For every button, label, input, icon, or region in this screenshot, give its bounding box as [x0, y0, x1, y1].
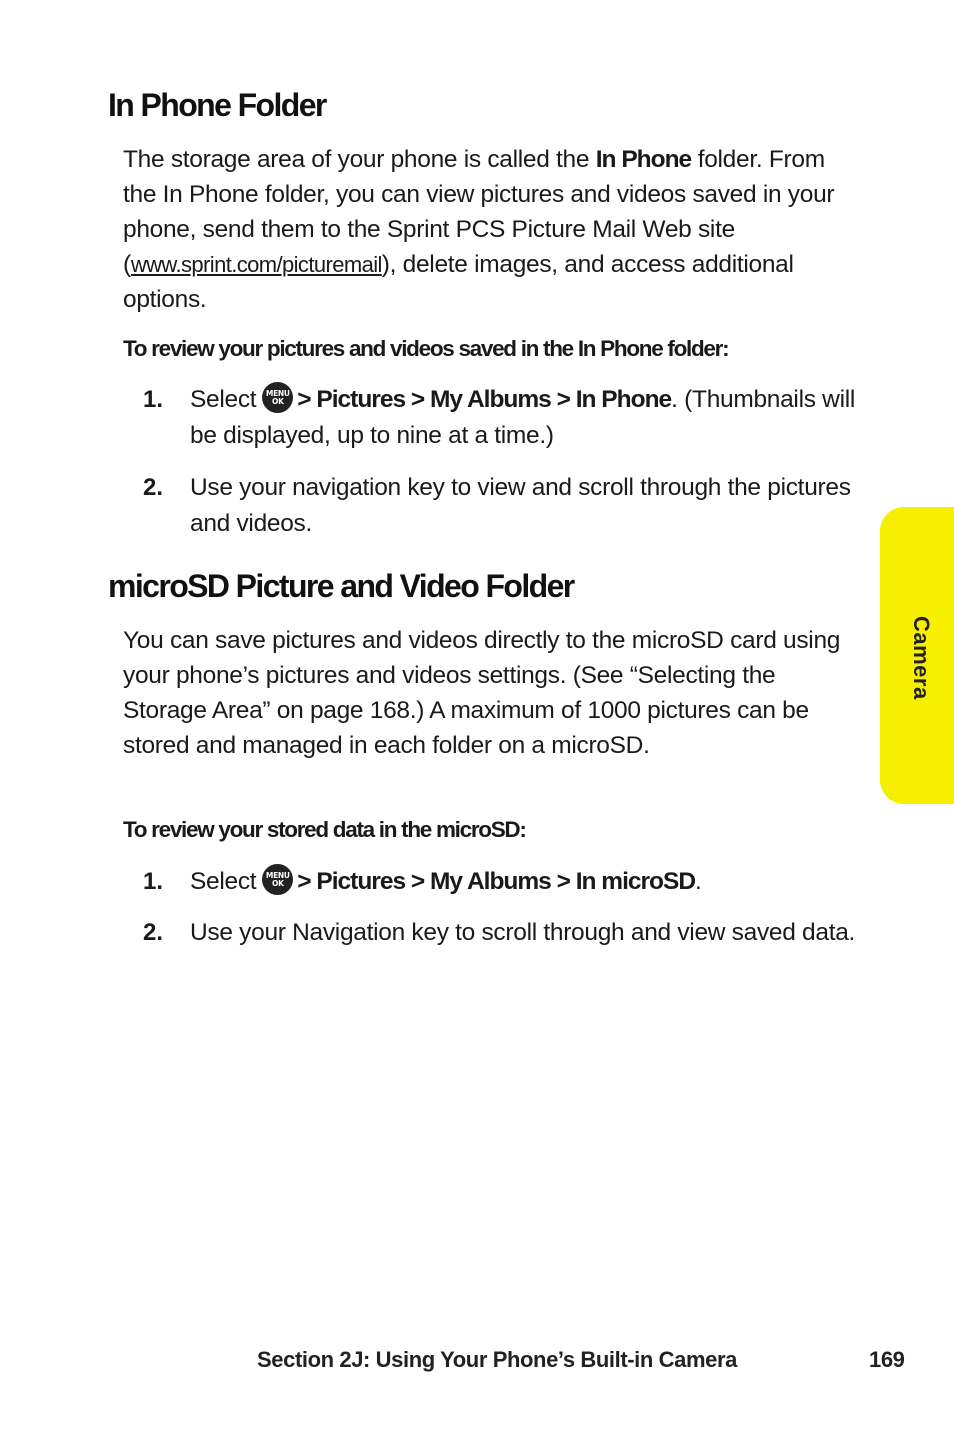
- page-number: 169: [869, 1347, 905, 1372]
- step-item: [143, 382, 859, 454]
- step-body: [190, 864, 859, 900]
- step-text: . (Thumbnails will be displayed, up to nine at a time.): [190, 386, 855, 449]
- step-text: Use your Navigation key to scroll through and view saved data.: [190, 919, 856, 946]
- chapter-side-tab: [880, 507, 954, 804]
- step-number: 2.: [143, 474, 164, 501]
- step-item: [143, 470, 859, 542]
- select-word: Select: [190, 868, 257, 895]
- step-text: .: [695, 868, 702, 895]
- paragraph-in-phone-intro: [123, 142, 858, 317]
- paragraph-microsd-intro: You can save pictures and videos directly to the microSD card using your phone’s pictures and videos settings. (See “Selecting the Storage Area” on page 168.) A maximum of 1000 pictures can be stored and managed in each folder on a microSD.: [123, 627, 841, 759]
- text: ), delete images, and access additional options.: [123, 251, 794, 313]
- step-number: 1.: [143, 386, 164, 413]
- picturemail-link[interactable]: www.sprint.com/picturemail: [130, 252, 382, 277]
- step-number: 2.: [143, 919, 164, 946]
- heading-microsd-folder: microSD Picture and Video Folder: [108, 568, 574, 604]
- step-body: [190, 382, 859, 454]
- text: The storage area of your phone is called the: [123, 146, 596, 173]
- footer-section-title: Section 2J: Using Your Phone’s Built-in Camera: [257, 1347, 737, 1372]
- subheading-review-in-phone: To review your pictures and videos saved in the In Phone folder:: [123, 336, 729, 361]
- menu-ok-key-icon: MENU OK: [262, 864, 293, 895]
- step-item: [143, 915, 859, 951]
- step-item: [143, 864, 859, 900]
- menu-path: > Pictures > My Albums > In microSD: [297, 868, 696, 895]
- text: folder. From the In Phone folder, you can view pictures and videos saved in your phone, send them to the Sprint PCS Picture Mail Web site (: [123, 146, 835, 278]
- step-number: 1.: [143, 868, 164, 895]
- side-tab-label: Camera: [909, 616, 934, 700]
- heading-in-phone-folder: In Phone Folder: [108, 87, 326, 123]
- step-text: Use your navigation key to view and scroll through the pictures and videos.: [190, 474, 851, 537]
- term-in-phone: In Phone: [595, 146, 692, 173]
- select-word: Select: [190, 386, 257, 413]
- menu-path: > Pictures > My Albums > In Phone: [297, 386, 672, 413]
- subheading-review-microsd: To review your stored data in the microSD:: [123, 817, 526, 842]
- menu-ok-key-icon: MENU OK: [262, 382, 293, 413]
